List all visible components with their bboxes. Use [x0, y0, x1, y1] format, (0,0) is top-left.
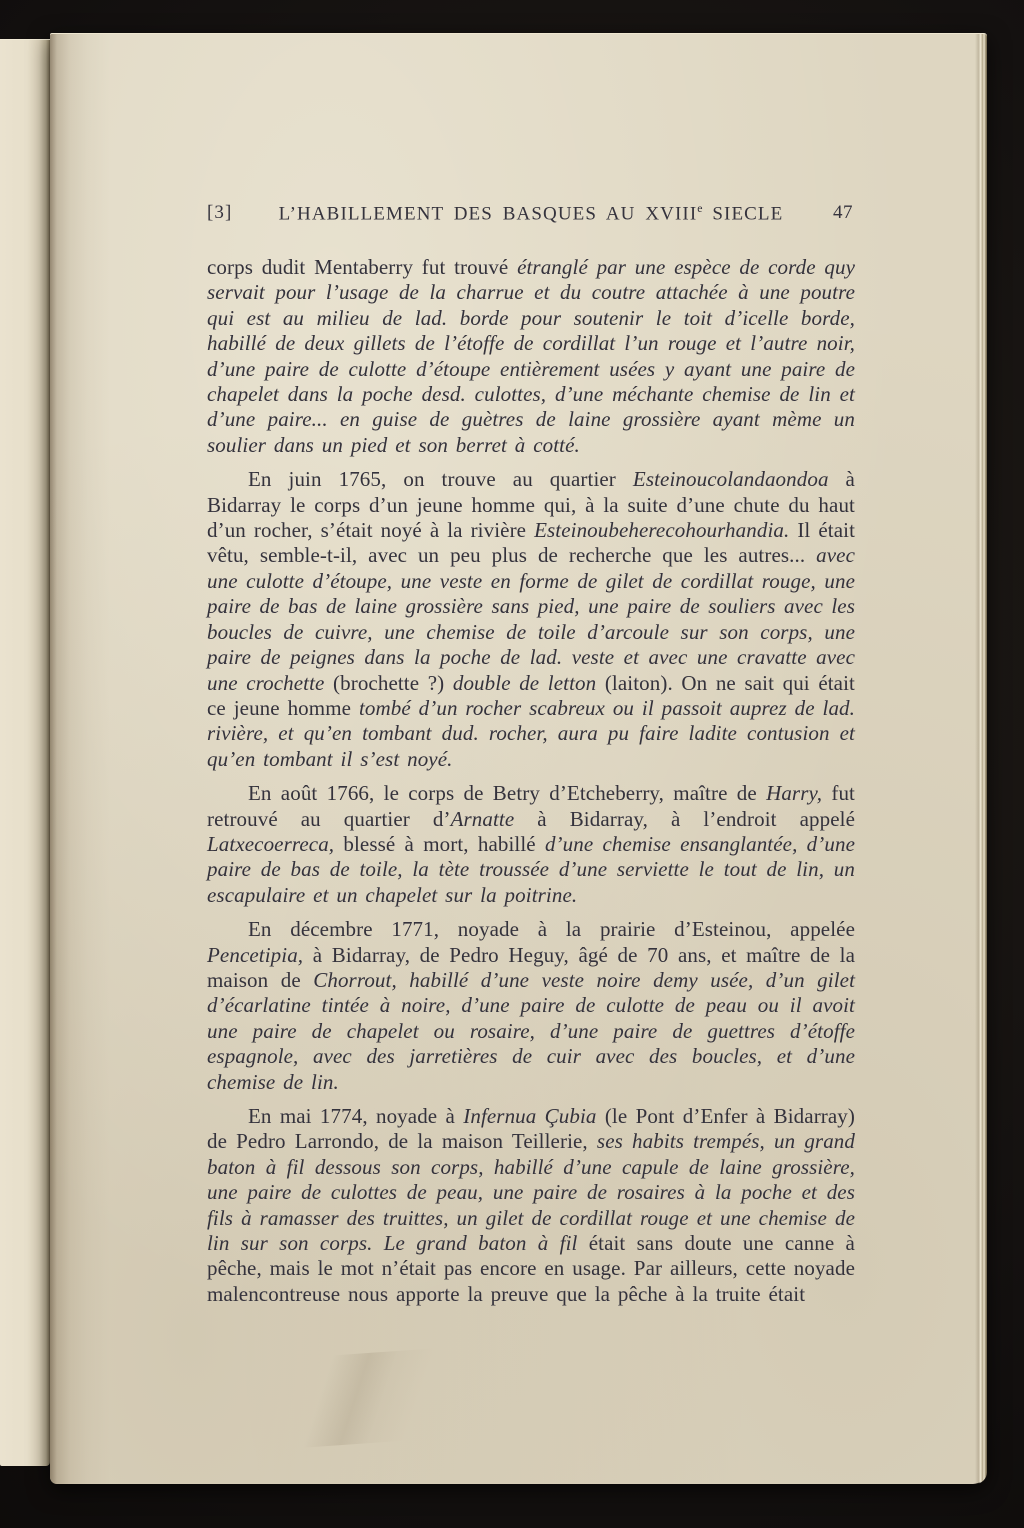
facing-page-edge — [0, 39, 50, 1466]
section-marker: [3] — [207, 202, 233, 223]
page-stack-edge — [975, 34, 987, 1484]
text-run-italic: étranglé par une espèce de corde quy servait pour l’usage de la charrue et du coutre attachée à une poutre qui est au milieu de lad. borde pour soutenir le toit d’icelle borde, habillé de deux gillets de l’étoffe de cordillat l’un rouge et l’autre noir, d’une paire de culotte d’étoupe entièrement usées y ayant une paire de chapelet dans la poche desd. culottes, d’une méchante chemise de lin et d’une paire... en guise de guètres de laine grossière ayant mème un soulier dans un pied et son berret à cotté. — [207, 255, 855, 457]
paragraph — [207, 255, 855, 458]
page-number: 47 — [833, 202, 853, 223]
paragraph — [207, 917, 855, 1095]
text-run-italic: d’une chemise ensanglantée, d’une paire de bas de toile, la tète troussée d’une serviette le tout de lin, un escapulaire et un chapelet sur la poitrine. — [207, 831, 855, 907]
text-run-roman: à Bidarray, à l’endroit appelé — [514, 806, 855, 831]
text-run-italic: Latxecoerreca, — [207, 831, 335, 856]
text-run-italic: Esteinoucolandaondoa — [632, 467, 829, 492]
text-run-roman: En août 1766, le corps de Betry d’Etcheberry, maître de — [248, 781, 767, 806]
text-run-italic: Esteinoubeherecohourhandia. — [534, 518, 790, 543]
text-run-roman: Il était vêtu, semble-t-il, avec un peu plus de recherche que les autres... — [207, 518, 856, 568]
text-run-italic: Arnatte — [450, 806, 515, 831]
paragraph — [207, 1104, 855, 1307]
text-run-italic: Pencetipia, — [207, 942, 304, 967]
book-page — [50, 33, 987, 1484]
text-run-roman: blessé à mort, habillé — [334, 831, 545, 856]
body-text — [207, 255, 855, 1307]
paragraph — [207, 781, 855, 908]
text-block — [207, 202, 855, 1307]
page-bottom-crease — [137, 1339, 572, 1459]
text-run-roman: à Bidarray le corps d’un jeune homme qui, à la suite d’une chute du haut d’un rocher, s’était noyé à la rivière — [207, 467, 855, 543]
text-run-italic: Infernua Çubia — [463, 1104, 597, 1128]
text-run-roman: (le Pont d’Enfer à Bidarray) de Pedro Larrondo, de la maison Teillerie, — [207, 1104, 855, 1154]
text-run-roman: En juin 1765, on trouve au quartier — [248, 467, 633, 492]
text-run-roman: à Bidarray, de Pedro Heguy, âgé de 70 ans, et maître de la maison de — [207, 942, 855, 992]
title-superscript: e — [697, 202, 703, 215]
text-run-roman: En décembre 1771, noyade à la prairie d’Esteinou, appelée — [248, 917, 855, 942]
text-run-roman: fut retrouvé au quartier d’ — [207, 781, 855, 831]
text-run-roman: était sans doute une canne à pêche, mais le mot n’était pas encore en usage. Par ailleurs, cette noyade malencontreuse nous apporte la preuve que la pêche à la truite était — [207, 1231, 855, 1306]
text-run-roman: corps dudit Mentaberry fut trouvé — [207, 255, 518, 279]
text-run-italic: tombé d’un rocher scabreux ou il passoit auprez de lad. rivière, et qu’en tombant dud. rocher, aura pu faire ladite contusion et qu’en tombant il s’est noyé. — [207, 695, 855, 771]
page-header — [207, 202, 855, 228]
title-tail: SIECLE — [702, 203, 784, 225]
page-title — [207, 202, 855, 225]
text-run-italic: avec une culotte d’étoupe, une veste en forme de gilet de cordillat rouge, une paire de bas de laine grossière sans pied, une paire de souliers avec les boucles de cuivre, une chemise de toile d’arcoule sur son corps, une paire de peignes dans la poche de lad. veste et avec une cravatte avec une crochette — [207, 543, 855, 695]
text-run-roman: (brochette ?) — [333, 670, 453, 695]
text-run-italic: Chorrout, habillé d’une veste noire demy usée, d’un gilet d’écarlatine tintée à noire, d’une paire de culotte de peau ou il avoit une paire de chapelet ou rosaire, d’une paire de guettres d’étoffe espagnole, avec des jarretières de cuir avec des boucles, et d’une chemise de lin. — [207, 967, 856, 1094]
text-run-roman: (laiton). On ne sait qui était ce jeune homme — [207, 670, 855, 720]
paragraph — [207, 467, 855, 772]
text-run-italic: ses habits trempés, un grand baton à fil dessous son corps, habillé d’une capule de laine grossière, une paire de culottes de peau, une paire de rosaires à la poche et des fils à ramasser des truittes, un gilet de cordillat rouge et une chemise de lin sur son corps. Le grand baton à fil — [207, 1129, 855, 1256]
text-run-italic: double de letton — [452, 670, 605, 695]
text-run-italic: Harry, — [766, 781, 823, 806]
text-run-roman: En mai 1774, noyade à — [248, 1104, 464, 1128]
title-text: L’HABILLEMENT DES BASQUES AU XVIII — [278, 203, 698, 225]
gutter-shadow — [50, 34, 110, 1484]
